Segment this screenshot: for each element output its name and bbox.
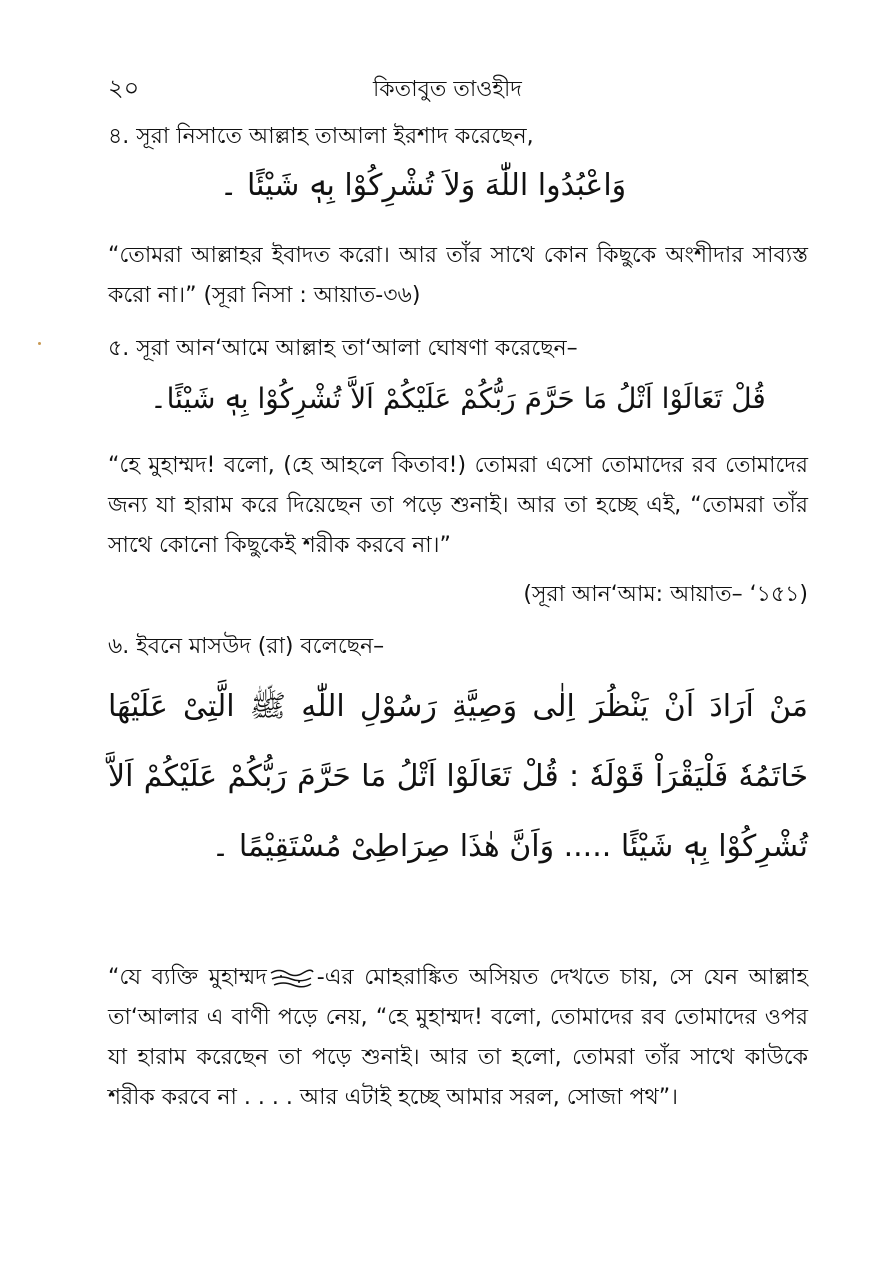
- section-4-arabic-block: [108, 168, 808, 203]
- section-5-reference: (সূরা আন‘আম: আয়াত– ‘১৫১): [523, 582, 808, 607]
- section-5-translation-block: [108, 446, 808, 566]
- paper-speck: [38, 342, 41, 345]
- section-5-arabic-block: [108, 382, 808, 415]
- section-5-translation: “হে মুহাম্মদ! বলো, (হে আহলে কিতাব!) তোমরা এসো তোমাদের রব তোমাদের জন্য যা হারাম করে দিয়েছেন তা পড়ে শুনাই। আর তা হচ্ছে এই, “তোমরা তাঁর সাথে কোনো কিছুকেই শরীক করবে না।”: [108, 453, 808, 558]
- section-6-translation: [108, 958, 808, 1118]
- section-6-heading-block: [108, 632, 808, 662]
- section-5-arabic-verse: قُلْ تَعَالَوْا اَتْلُ مَا حَرَّمَ رَبُّكُمْ عَلَيْكُمْ اَلاَّ تُشْرِكُوْا بِهٖ شَيْئًا۔: [150, 382, 766, 415]
- running-title: কিতাবুত তাওহীদ: [373, 77, 522, 102]
- section-4-heading-block: [108, 122, 808, 152]
- section-5-reference-block: [108, 580, 808, 610]
- section-4-arabic-verse: وَاعْبُدُوا اللّٰهَ وَلاَ تُشْرِكُوْا بِهٖ شَيْئًا ۔: [219, 168, 627, 203]
- section-5-heading-block: [108, 334, 808, 364]
- section-6-translation-part1: “যে ব্যক্তি মুহাম্মদ: [108, 965, 267, 990]
- section-5-heading: ৫. সূরা আন‘আমে আল্লাহ তা‘আলা ঘোষণা করেছেন–: [108, 336, 578, 361]
- page-header: [108, 70, 808, 110]
- section-6-heading: ৬. ইবনে মাসউদ (রা) বলেছেন–: [108, 634, 385, 659]
- section-4-translation: “তোমরা আল্লাহর ইবাদত করো। আর তাঁর সাথে কোন কিছুকে অংশীদার সাব্যস্ত করো না।” (সূরা নিসা : আয়াত-৩৬): [108, 243, 808, 308]
- section-6-translation-part2: -এর মোহরাঙ্কিত অসিয়ত দেখতে চায়, সে যেন আল্লাহ তা‘আলার এ বাণী পড়ে নেয়, “হে মুহাম্মদ! বলো, তোমাদের রব তোমাদের ওপর যা হারাম করেছেন তা পড়ে শুনাই। আর তা হলো, তোমরা তাঁর সাথে কাউকে শরীক করবে না . . . . আর এটাই হচ্ছে আমার সরল, সোজা পথ”।: [108, 965, 808, 1110]
- section-4-heading: ৪. সূরা নিসাতে আল্লাহ তাআলা ইরশাদ করেছেন,: [108, 124, 534, 149]
- section-4-translation-block: [108, 236, 808, 316]
- section-6-translation-block: [108, 958, 808, 1118]
- salawat-calligraphy-icon: [269, 967, 315, 989]
- page-number: ২০: [108, 74, 140, 102]
- section-6-arabic-hadith: مَنْ اَرَادَ اَنْ يَنْظُرَ اِلٰى وَصِيَّةِ رَسُوْلِ اللّٰهِ ﷺ الَّتِىْ عَلَيْهَا خَاتَمُهٗ فَلْيَقْرَاْ قَوْلَهٗ : قُلْ تَعَالَوْا اَتْلُ مَا حَرَّمَ رَبُّكُمْ عَلَيْكُمْ اَلاَّ تُشْرِكُوْا بِهٖ شَيْئًا ..... وَاَنَّ هٰذَا صِرَاطِىْ مُسْتَقِيْمًا ۔: [108, 689, 808, 864]
- section-6-arabic-block: [108, 672, 808, 882]
